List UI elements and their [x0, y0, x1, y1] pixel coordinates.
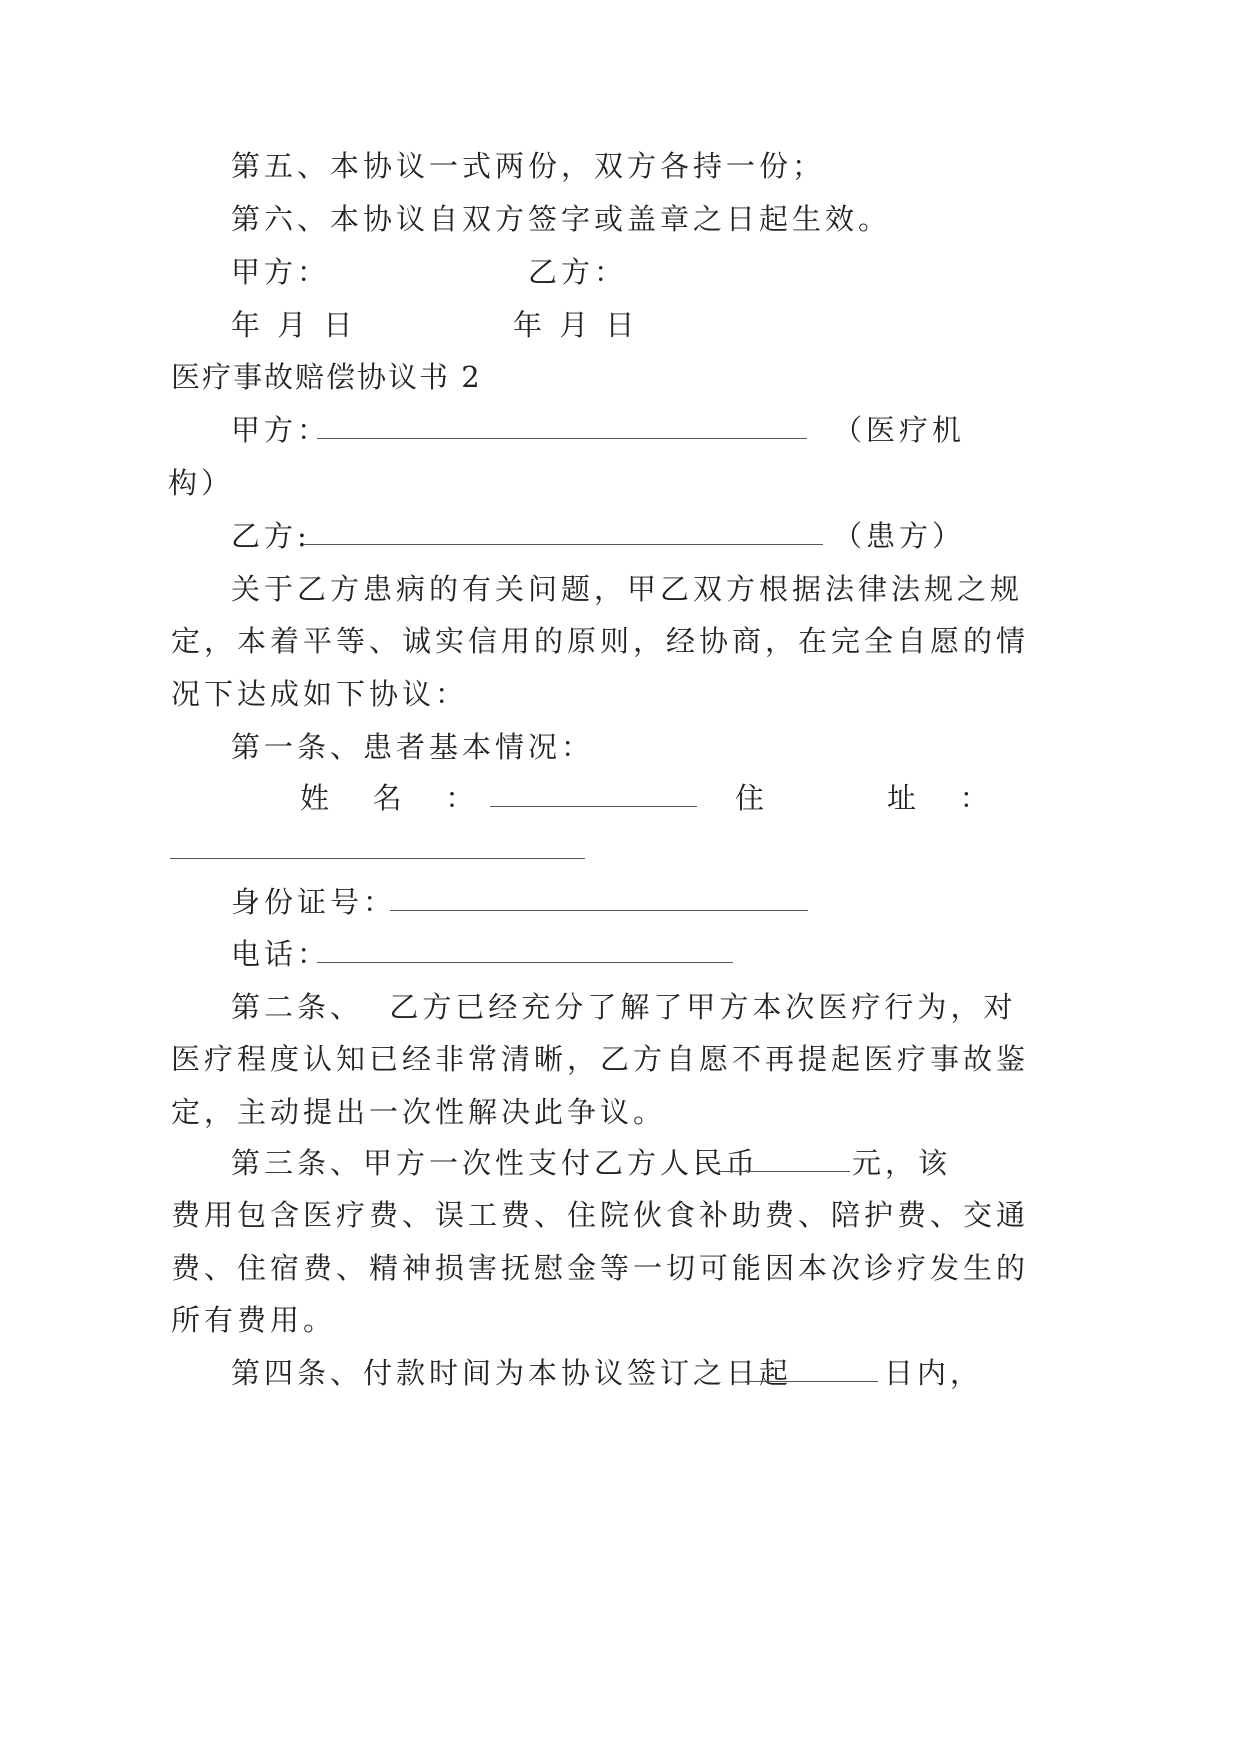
id-blank[interactable] — [390, 910, 808, 911]
phone-blank[interactable] — [317, 962, 733, 963]
party-b-label: 乙方: — [231, 519, 311, 553]
address-label: 住 址 ： — [735, 781, 993, 815]
party-a-suffix-cont: 构） — [168, 466, 235, 500]
amount-blank[interactable] — [718, 1171, 850, 1172]
article-two-line-3: 定，主动提出一次性解决此争议。 — [171, 1095, 667, 1129]
party-a-blank[interactable] — [317, 438, 807, 439]
article-four-line-1: 第四条、付款时间为本协议签订之日起 — [231, 1356, 793, 1390]
party-a-label: 甲方： — [231, 413, 331, 447]
intro-line-2: 定，本着平等、诚实信用的原则，经协商，在完全自愿的情 — [171, 624, 1030, 658]
intro-line-1: 关于乙方患病的有关问题，甲乙双方根据法律法规之规 — [231, 572, 1024, 606]
name-blank[interactable] — [490, 806, 697, 807]
article-three-line-1-end: 元，该 — [852, 1146, 952, 1180]
party-a-suffix: （医疗机 — [833, 413, 966, 447]
id-label: 身份证号： — [231, 885, 397, 919]
article-four-line-1-end: 日内， — [884, 1356, 984, 1390]
article-two-line-2: 医疗程度认知已经非常清晰，乙方自愿不再提起医疗事故鉴 — [171, 1042, 1030, 1076]
date-party-a: 年 月 日 — [231, 308, 357, 342]
phone-label: 电话： — [231, 937, 331, 971]
article-three-line-3: 费、住宿费、精神损害抚慰金等一切可能因本次诊疗发生的 — [171, 1251, 1030, 1285]
party-b-suffix: （患方） — [833, 519, 966, 553]
date-party-b: 年 月 日 — [513, 308, 639, 342]
name-label: 姓 名 ： — [300, 781, 479, 815]
signature-party-b: 乙方： — [528, 255, 628, 289]
signature-party-a: 甲方： — [231, 255, 331, 289]
article-two-line-1: 第二条、 乙方已经充分了解了甲方本次医疗行为，对 — [231, 990, 1017, 1024]
address-blank[interactable] — [170, 858, 585, 859]
article-three-line-2: 费用包含医疗费、误工费、住院伙食补助费、陪护费、交通 — [171, 1198, 1030, 1232]
intro-line-3: 况下达成如下协议： — [171, 677, 469, 711]
article-one-title: 第一条、患者基本情况： — [231, 730, 595, 764]
clause-five: 第五、本协议一式两份，双方各持一份； — [231, 149, 826, 183]
clause-six: 第六、本协议自双方签字或盖章之日起生效。 — [231, 202, 892, 236]
article-three-line-1: 第三条、甲方一次性支付乙方人民币 — [231, 1146, 760, 1180]
document-title: 医疗事故赔偿协议书 2 — [171, 360, 482, 394]
party-b-blank[interactable] — [303, 544, 823, 545]
days-blank[interactable] — [745, 1381, 878, 1382]
article-three-line-4: 所有费用。 — [171, 1303, 337, 1337]
